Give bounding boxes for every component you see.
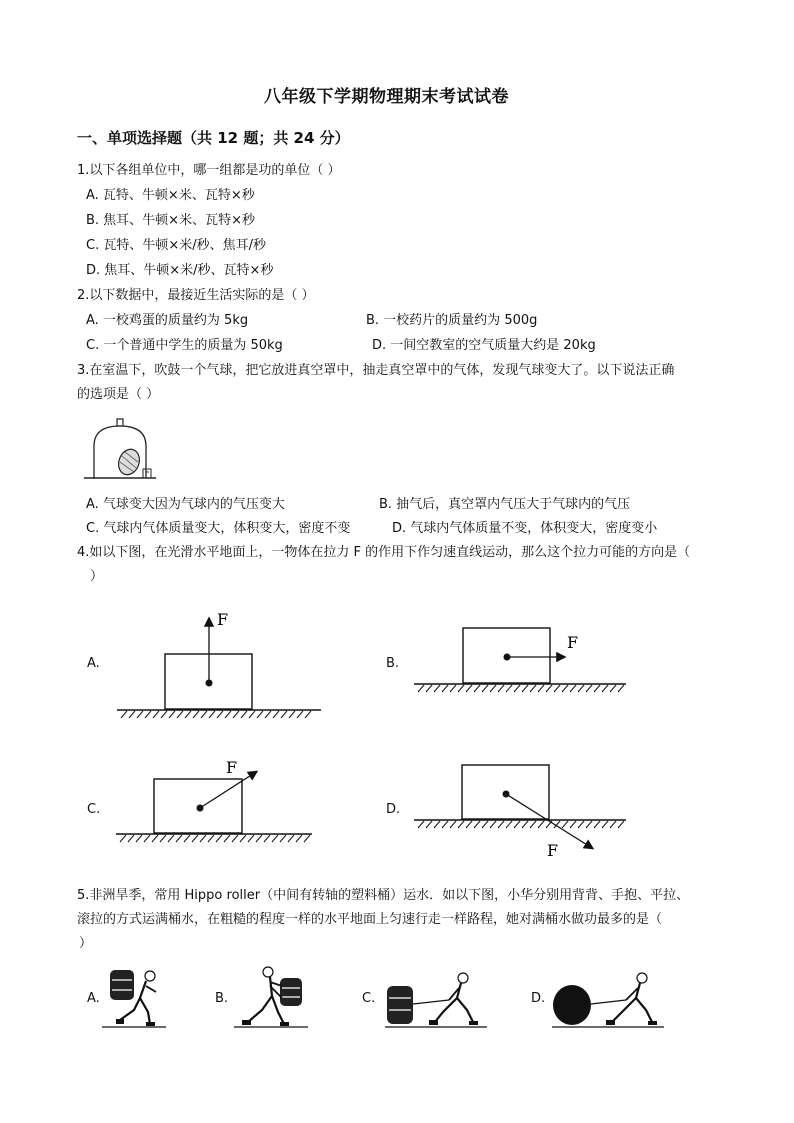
q2-option-d[interactable]: D. 一间空教室的空气质量大约是 20kg [372, 338, 596, 353]
q1-option-d[interactable]: D. 焦耳、牛顿×米/秒、瓦特×秒 [86, 263, 274, 278]
force-label-c: F [226, 758, 238, 777]
q5-option-b[interactable]: B. [215, 991, 229, 1006]
q2-option-b[interactable]: B. 一校药片的质量约为 500g [366, 313, 538, 328]
q4-option-a[interactable]: A. [87, 656, 100, 671]
q3-option-d[interactable]: D. 气球内气体质量不变，体积变大，密度变小 [392, 521, 658, 536]
force-label-b: F [567, 633, 579, 652]
q5-stem-line3: ） [79, 936, 93, 951]
q3-option-a[interactable]: A. 气球变大因为气球内的气压变大 [86, 497, 285, 512]
q1-stem: 1.以下各组单位中，哪一组都是功的单位（ ） [77, 163, 341, 178]
q5-option-a[interactable]: A. [87, 991, 100, 1006]
q3-option-c[interactable]: C. 气球内气体质量变大，体积变大，密度不变 [86, 521, 351, 536]
q5-figure-d-roll-pull [550, 964, 670, 1030]
q4-stem-line2: ） [90, 569, 104, 584]
q1-option-a[interactable]: A. 瓦特、牛顿×米、瓦特×秒 [86, 188, 255, 203]
q4-option-b[interactable]: B. [386, 656, 400, 671]
q4-stem-line1: 4.如以下图，在光滑水平地面上，一物体在拉力 F 的作用下作匀速直线运动，那么这个拉力可能的方向是（ [77, 545, 691, 560]
force-label-d: F [547, 841, 559, 860]
page-title: 八年级下学期物理期末考试试卷 [264, 87, 509, 107]
q2-option-a[interactable]: A. 一校鸡蛋的质量约为 5kg [86, 313, 249, 328]
q1-option-c[interactable]: C. 瓦特、牛顿×米/秒、焦耳/秒 [86, 238, 266, 253]
bell-jar-figure [80, 416, 160, 482]
q4-figure-d [412, 760, 632, 864]
q1-option-b[interactable]: B. 焦耳、牛顿×米、瓦特×秒 [86, 213, 255, 228]
q3-option-b[interactable]: B. 抽气后，真空罩内气压大于气球内的气压 [379, 497, 631, 512]
section-heading: 一、单项选择题（共 12 题；共 24 分） [77, 129, 350, 147]
q2-option-c[interactable]: C. 一个普通中学生的质量为 50kg [86, 338, 283, 353]
q5-figure-a-back-carry [100, 964, 170, 1030]
q4-figure-b [412, 620, 632, 700]
force-label-a: F [217, 610, 229, 629]
q4-figure-a [115, 605, 325, 725]
q5-option-d[interactable]: D. [531, 991, 546, 1006]
q4-option-d[interactable]: D. [386, 802, 401, 817]
q4-option-c[interactable]: C. [87, 802, 101, 817]
q2-stem: 2.以下数据中，最接近生活实际的是（ ） [77, 288, 315, 303]
q5-figure-c-flat-pull [383, 964, 491, 1030]
q4-figure-c [114, 755, 324, 855]
q3-stem-line1: 3.在室温下，吹鼓一个气球，把它放进真空罩中，抽走真空罩中的气体，发现气球变大了。以下说法正确 [77, 363, 675, 378]
q5-figure-b-arm-carry [232, 964, 312, 1030]
q5-stem-line1: 5.非洲旱季，常用 Hippo roller（中间有转轴的塑料桶）运水．如以下图，小华分别用背背、手抱、平拉、 [77, 888, 690, 903]
q3-stem-line2: 的选项是（ ） [77, 387, 160, 402]
q5-stem-line2: 滚拉的方式运满桶水，在粗糙的程度一样的水平地面上匀速行走一样路程，她对满桶水做功最多的是（ [77, 912, 663, 927]
q5-option-c[interactable]: C. [362, 991, 376, 1006]
